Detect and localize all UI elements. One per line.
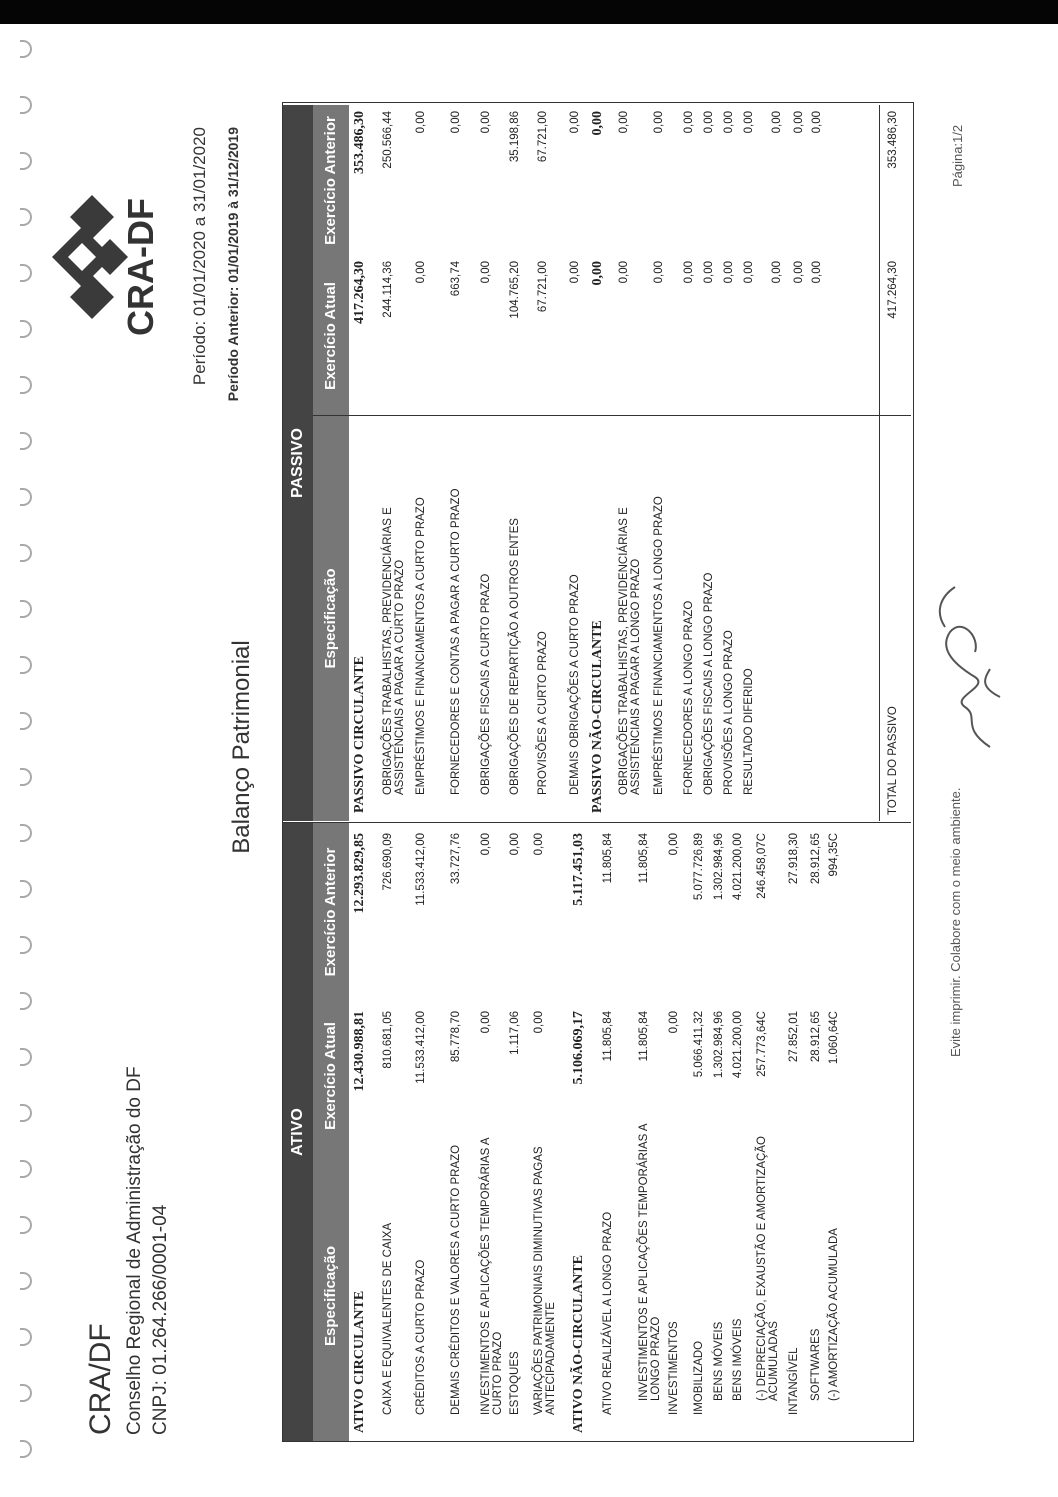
passivo-label: PROVISÕES A LONGO PRAZO <box>723 630 735 795</box>
passivo-value-atual: 0,00 <box>569 261 581 284</box>
passivo-value-anterior: 0,00 <box>618 111 630 134</box>
passivo-label: RESULTADO DIFERIDO <box>743 668 755 795</box>
passivo-value-atual: 0,00 <box>723 261 735 284</box>
ativo-value-anterior: 5.117.451,03 <box>571 833 586 906</box>
passivo-value-atual: 244.114,36 <box>382 261 394 318</box>
ativo-value-anterior: 27.918,30 <box>788 833 800 885</box>
ativo-value-atual: 85.778,70 <box>450 1011 462 1063</box>
ativo-label: ATIVO CIRCULANTE <box>352 1290 367 1433</box>
ativo-value-atual: 257.773,64C <box>756 1011 768 1077</box>
passivo-value-anterior: 0,00 <box>569 111 581 134</box>
period-current: Período: 01/01/2020 a 31/01/2020 <box>190 127 209 386</box>
ativo-value-anterior: 1.302.984,96 <box>713 833 725 901</box>
ativo-value-atual: 0,00 <box>533 1011 545 1034</box>
org-cnpj: CNPJ: 01.264.266/0001-04 <box>150 1204 171 1435</box>
passivo-label: FORNECEDORES E CONTAS A PAGAR A CURTO PRAZO <box>450 488 462 795</box>
passivo-label: EMPRÉSTIMOS E FINANCIAMENTOS A LONGO PRAZO <box>653 496 665 795</box>
report-title: Balanço Patrimonial <box>228 640 255 854</box>
ativo-value-anterior: 11.805,84 <box>638 833 650 884</box>
ativo-value-anterior: 0,00 <box>480 833 492 856</box>
ativo-value-atual: 810.681,05 <box>382 1011 394 1069</box>
ativo-label: BENS MÓVEIS <box>713 1321 725 1401</box>
passivo-label: FORNECEDORES A LONGO PRAZO <box>683 600 695 795</box>
ativo-value-atual: 1.117,06 <box>509 1011 521 1055</box>
passivo-value-anterior: 0,00 <box>793 111 805 134</box>
page-number: Página:1/2 <box>950 124 965 187</box>
ativo-value-anterior: 994,35C <box>828 833 840 877</box>
passivo-label: OBRIGAÇÕES FISCAIS A CURTO PRAZO <box>480 573 492 795</box>
passivo-value-atual: 0,00 <box>811 261 823 284</box>
passivo-col-especificacao: Especificação <box>322 568 339 669</box>
ativo-value-anterior: 28.912,65 <box>810 833 822 885</box>
passivo-value-anterior: 0,00 <box>590 111 605 136</box>
ativo-col-especificacao: Especificação <box>322 1245 339 1347</box>
passivo-section <box>283 105 911 821</box>
passivo-value-atual: 0,00 <box>793 261 805 284</box>
ativo-value-atual: 11.805,84 <box>638 1011 650 1062</box>
ativo-value-atual: 27.852,01 <box>788 1011 800 1063</box>
passivo-label: OBRIGAÇÕES FISCAIS A LONGO PRAZO <box>703 572 715 795</box>
passivo-value-anterior: 0,00 <box>723 111 735 134</box>
period-prior: Período Anterior: 01/01/2019 à 31/12/2019 <box>225 127 241 402</box>
ativo-label: IMOBILIZADO <box>693 1340 705 1415</box>
passivo-value-anterior: 0,00 <box>683 111 695 134</box>
ativo-col-atual: Exercício Atual <box>322 1022 339 1130</box>
passivo-column-headers <box>313 105 349 821</box>
org-name: Conselho Regional de Administração do DF <box>124 1066 145 1435</box>
handwritten-signature <box>920 577 1010 757</box>
balance-sheet-page <box>0 77 1000 1497</box>
ativo-label: CAIXA E EQUIVALENTES DE CAIXA <box>382 1222 394 1415</box>
ativo-value-anterior: 33.727,76 <box>450 833 462 885</box>
passivo-label: PASSIVO NÃO-CIRCULANTE <box>590 620 605 813</box>
passivo-value-anterior: 0,00 <box>703 111 715 134</box>
passivo-value-atual: 0,00 <box>618 261 630 284</box>
passivo-value-anterior: 353.486,30 <box>352 111 367 174</box>
passivo-value-anterior: 0,00 <box>480 111 492 134</box>
ativo-label: SOFTWARES <box>810 1328 822 1401</box>
passivo-value-atual: 0,00 <box>415 261 427 284</box>
ativo-label: (-) AMORTIZAÇÃO ACUMULADA <box>828 1228 840 1401</box>
ativo-value-anterior: 726.690,09 <box>382 833 394 891</box>
passivo-value-atual: 0,00 <box>771 261 783 284</box>
passivo-value-atual: 0,00 <box>703 261 715 284</box>
ativo-value-anterior: 246.458,07C <box>756 833 768 899</box>
passivo-value-anterior: 35.198,86 <box>509 111 521 163</box>
passivo-label: OBRIGAÇÕES DE REPARTIÇÃO A OUTROS ENTES <box>509 518 521 795</box>
logo-text: CRA-DF <box>120 198 161 336</box>
passivo-value-anterior: 0,00 <box>743 111 755 134</box>
balance-table <box>282 102 914 1442</box>
passivo-label: EMPRÉSTIMOS E FINANCIAMENTOS A CURTO PRAZO <box>415 497 427 795</box>
ativo-value-anterior: 5.077.726,89 <box>693 833 705 901</box>
ativo-label: ATIVO REALIZÁVEL A LONGO PRAZO <box>602 1211 614 1415</box>
ativo-label: CRÉDITOS A CURTO PRAZO <box>415 1259 427 1415</box>
ativo-col-anterior: Exercício Anterior <box>322 847 339 977</box>
ativo-header: ATIVO <box>283 823 313 1441</box>
ativo-label: INTANGÍVEL <box>788 1347 800 1415</box>
passivo-value-atual: 0,00 <box>480 261 492 284</box>
ativo-label: (-) DEPRECIAÇÃO, EXAUSTÃO E AMORTIZAÇÃO ACUMULADAS <box>756 1136 780 1401</box>
passivo-value-anterior: 0,00 <box>450 111 462 134</box>
ativo-label: INVESTIMENTOS E APLICAÇÕES TEMPORÁRIAS A CURTO PRAZO <box>480 1138 504 1415</box>
passivo-total-atual: 417.264,30 <box>887 261 899 319</box>
passivo-value-anterior: 250.566,44 <box>382 111 394 169</box>
ativo-section <box>283 822 911 1441</box>
passivo-value-atual: 104.765,20 <box>509 261 521 319</box>
ativo-value-atual: 5.106.069,17 <box>571 1011 586 1085</box>
passivo-label: PROVISÕES A CURTO PRAZO <box>537 631 549 795</box>
passivo-value-atual: 0,00 <box>743 261 755 284</box>
ativo-value-atual: 0,00 <box>668 1011 680 1034</box>
ativo-value-atual: 11.805,84 <box>602 1011 614 1062</box>
ativo-label: BENS IMÓVEIS <box>732 1318 744 1401</box>
passivo-value-atual: 0,00 <box>683 261 695 284</box>
passivo-value-atual: 0,00 <box>590 261 605 286</box>
passivo-value-anterior: 0,00 <box>811 111 823 134</box>
passivo-value-atual: 417.264,30 <box>352 261 367 324</box>
ativo-label: ATIVO NÃO-CIRCULANTE <box>571 1255 586 1433</box>
passivo-total-divider <box>879 105 880 821</box>
passivo-value-anterior: 67.721,00 <box>537 111 549 163</box>
passivo-label: PASSIVO CIRCULANTE <box>352 656 367 813</box>
ativo-value-atual: 4.021.200,00 <box>732 1011 744 1079</box>
passivo-col-anterior: Exercício Anterior <box>322 116 339 245</box>
footer-eco-note: Evite imprimir. Colabore com o meio ambiente. <box>948 787 963 1057</box>
ativo-value-anterior: 11.533.412,00 <box>415 833 427 906</box>
passivo-total-anterior: 353.486,30 <box>887 111 899 169</box>
ativo-label: ESTOQUES <box>509 1351 521 1415</box>
passivo-value-anterior: 0,00 <box>771 111 783 134</box>
ativo-value-anterior: 0,00 <box>533 833 545 856</box>
passivo-total-label: TOTAL DO PASSIVO <box>887 706 899 815</box>
ativo-value-atual: 5.066.411,32 <box>693 1011 705 1078</box>
passivo-value-atual: 67.721,00 <box>537 261 549 313</box>
passivo-col-atual: Exercício Atual <box>322 282 339 390</box>
ativo-label: VARIAÇÕES PATRIMONIAIS DIMINUTIVAS PAGAS ANTECIPADAMENTE <box>533 1146 557 1415</box>
ativo-value-atual: 11.533.412,00 <box>415 1011 427 1084</box>
passivo-column-divider <box>313 415 911 416</box>
ativo-column-headers <box>313 823 349 1441</box>
passivo-header: PASSIVO <box>283 105 313 821</box>
passivo-value-anterior: 0,00 <box>415 111 427 134</box>
ativo-label: INVESTIMENTOS <box>668 1321 680 1415</box>
ativo-value-anterior: 11.805,84 <box>602 833 614 884</box>
passivo-label: OBRIGAÇÕES TRABALHISTAS, PREVIDENCIÁRIAS E ASSISTENCIAIS A PAGAR A CURTO PRAZO <box>382 507 406 795</box>
ativo-value-anterior: 4.021.200,00 <box>732 833 744 901</box>
passivo-value-anterior: 0,00 <box>653 111 665 134</box>
ativo-value-atual: 1.060,64C <box>828 1011 840 1065</box>
ativo-value-atual: 28.912,65 <box>810 1011 822 1063</box>
ativo-value-atual: 1.302.984,96 <box>713 1011 725 1079</box>
org-code: CRA/DF <box>84 1323 117 1435</box>
passivo-value-atual: 0,00 <box>653 261 665 284</box>
ativo-value-anterior: 0,00 <box>668 833 680 856</box>
ativo-value-atual: 12.430.988,81 <box>352 1011 367 1092</box>
ativo-value-atual: 0,00 <box>480 1011 492 1034</box>
ativo-value-anterior: 12.293.829,85 <box>352 833 367 914</box>
passivo-value-atual: 663,74 <box>450 261 462 297</box>
scan-top-border <box>0 0 1058 24</box>
ativo-label: DEMAIS CRÉDITOS E VALORES A CURTO PRAZO <box>450 1144 462 1415</box>
passivo-label: OBRIGAÇÕES TRABALHISTAS, PREVIDENCIÁRIAS E ASSISTENCIAIS A PAGAR A LONGO PRAZO <box>618 507 642 795</box>
passivo-label: DEMAIS OBRIGAÇÕES A CURTO PRAZO <box>569 574 581 795</box>
ativo-label: INVESTIMENTOS E APLICAÇÕES TEMPORÁRIAS A LONGO PRAZO <box>638 1124 662 1401</box>
ativo-value-anterior: 0,00 <box>509 833 521 856</box>
